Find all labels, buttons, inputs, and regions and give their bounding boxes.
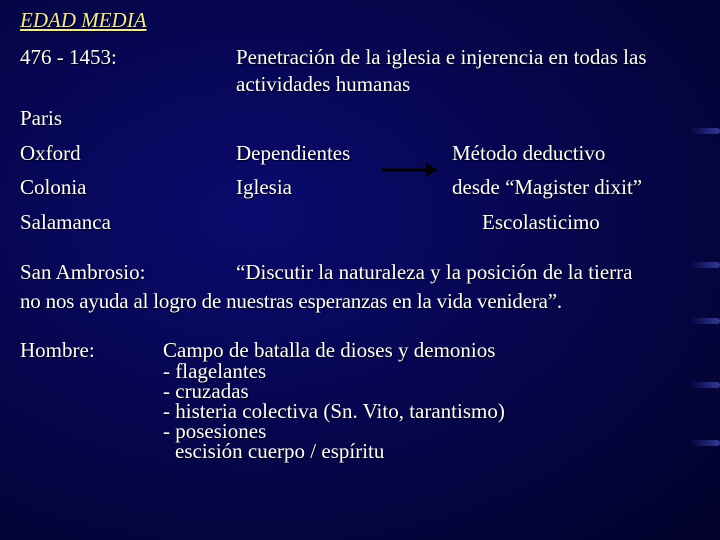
penetration-line1: Penetración de la iglesia e injerencia en todas las [236,45,647,69]
hombre-item: - flagelantes [163,359,267,383]
decor-streak [690,318,720,324]
penetration-line2: actividades humanas [236,72,411,96]
ambrosio-quote-line2: no nos ayuda al logro de nuestras esperanzas en la vida venidera”. [20,289,562,313]
right-arrow-icon [380,160,440,180]
ambrosio-quote-line1: “Discutir la naturaleza y la posición de la tierra [236,260,633,284]
hombre-item: - posesiones [163,419,267,443]
decor-streak [690,440,720,446]
hombre-label: Hombre: [20,338,95,362]
decor-streak [690,382,720,388]
dependency-line1: Dependientes [236,141,351,165]
hombre-item: - cruzadas [163,379,249,403]
method-line3: Escolasticimo [482,210,600,234]
university-salamanca: Salamanca [20,210,111,234]
hombre-item: escisión cuerpo / espíritu [175,439,385,463]
decor-streak [690,128,720,134]
method-line1: Método deductivo [452,141,606,165]
period-label: 476 - 1453: [20,45,117,69]
university-paris: Paris [20,106,62,130]
hombre-item: - histeria colectiva (Sn. Vito, tarantismo) [163,399,505,423]
hombre-heading: Campo de batalla de dioses y demonios [163,338,496,362]
university-oxford: Oxford [20,141,81,165]
dependency-line2: Iglesia [236,175,292,199]
decor-streak [690,262,720,268]
university-colonia: Colonia [20,175,87,199]
method-line2: desde “Magister dixit” [452,175,643,199]
slide-title: EDAD MEDIA [20,8,147,32]
ambrosio-label: San Ambrosio: [20,260,146,284]
